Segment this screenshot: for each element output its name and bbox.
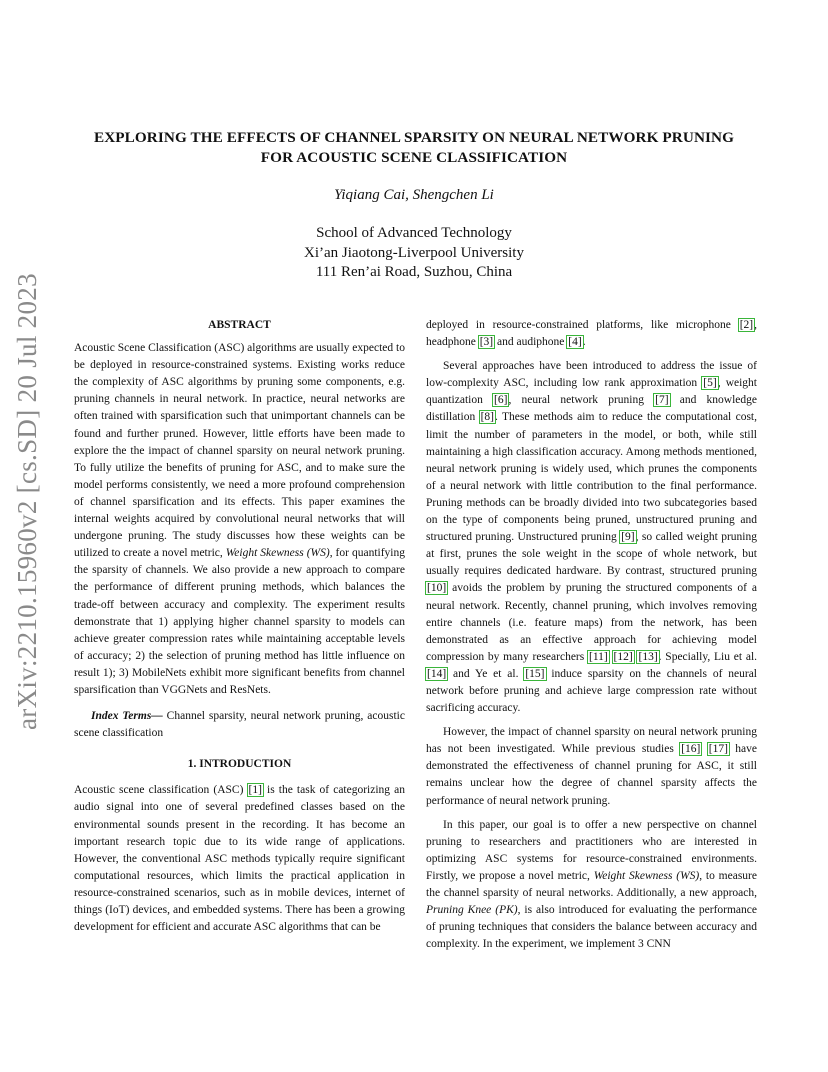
- index-terms-text: Channel sparsity, neural network pruning, acoustic scene classification: [74, 710, 405, 740]
- intro-heading: 1. INTRODUCTION: [187, 758, 292, 771]
- body-text: deployed in resource-constrained platforms, like microphone: [426, 319, 739, 331]
- citation-link[interactable]: [9]: [621, 531, 635, 544]
- citation-link[interactable]: [11]: [589, 650, 608, 663]
- citation-link[interactable]: [5]: [703, 377, 717, 390]
- intro-paragraph-3: [426, 724, 757, 809]
- citation-link[interactable]: [14]: [427, 667, 447, 680]
- intro-text: is the task of categorizing an audio signal into one of several predefined classes based on the environmental sounds present in the recording. It has become an important research topic due to its wide range of applications. However, the conventional ASC methods typically require significant computational resources, which limits the practical application in resource-constrained scenarios, such as in mobile devices, internet of things (IoT) devices, and embedded systems. There has been a growing development for efficient and accurate ASC algorithms that can be: [74, 784, 405, 934]
- intro-text: Acoustic scene classification (ASC): [74, 784, 248, 797]
- body-text: have demonstrated the effectiveness of channel pruning for ASC, it still remains unclear how the degree of channel sparsity affects the performance of neural network pruning.: [426, 743, 757, 807]
- affiliation-line-1: School of Advanced Technology: [316, 225, 512, 241]
- index-terms-label: Index Terms—: [91, 710, 163, 723]
- paper-title: [60, 128, 768, 168]
- body-text: [701, 743, 707, 755]
- approach-name-pk: Pruning Knee (PK): [426, 904, 518, 917]
- body-text: , is also introduced for evaluating the performance of pruning techniques that considers the balance between accuracy and complexity. In the experiment, we implement 3 CNN: [426, 904, 757, 951]
- body-text: and Ye et al.: [447, 667, 525, 680]
- affiliation: [60, 224, 768, 283]
- citation-link[interactable]: [7]: [655, 394, 669, 407]
- body-text: However, the impact of channel sparsity on neural network pruning has not been investigated. While previous studies: [426, 726, 757, 756]
- body-text: , so called weight pruning at first, prunes the sole weight in the scope of whole network, but usually requires dedicated hardware. By contrast, structured pruning: [426, 531, 757, 578]
- body-text: Several approaches have been introduced to address the issue of low-complexity ASC, including low rank approximation: [426, 360, 757, 390]
- body-text: , headphone: [426, 319, 757, 349]
- body-text: . Specially, Liu et al.: [658, 650, 758, 663]
- body-text: In this paper, our goal is to offer a new perspective on channel pruning to researchers and practitioners who are interested in optimizing ASC systems for resource-constrained environments. Firstly, we propose a novel metric,: [426, 818, 757, 882]
- citation-link[interactable]: [8]: [480, 411, 494, 424]
- paper-title-line-2: FOR ACOUSTIC SCENE CLASSIFICATION: [260, 149, 568, 166]
- intro-paragraph-1: [74, 782, 405, 936]
- metric-name-ws: Weight Skewness (WS): [593, 869, 700, 882]
- body-text: [609, 651, 613, 663]
- body-text: induce sparsity on the channels of neural network before pruning and achieve large compression rate without sacrificing accuracy.: [426, 667, 757, 715]
- left-column: [74, 317, 405, 936]
- paper-title-line-1: EXPLORING THE EFFECTS OF CHANNEL SPARSITY ON NEURAL NETWORK PRUNING: [93, 129, 735, 146]
- abstract-text-2: , for quantifying the sparsity of channels. We also provide a new approach to compare the performance of different pruning methods, which balances the trade-off between accuracy and complexity. The experiment results demonstrate that 1) applying higher channel sparsity to models can achieve greater compression rates while maintaining acceptable levels of accuracy; 2) the selection of pruning method has little influence on result 1); 3) MobileNets exhibit more significant benefits from channel sparsification than VGGNets and ResNets.: [74, 547, 405, 696]
- body-text: and audiphone: [494, 336, 568, 349]
- body-text: , neural network pruning: [508, 394, 655, 407]
- citation-link[interactable]: [1]: [248, 784, 262, 797]
- citation-link[interactable]: [4]: [568, 336, 582, 349]
- abstract-heading: ABSTRACT: [208, 319, 271, 331]
- intro-paragraph-1-cont: [426, 317, 757, 351]
- affiliation-line-2: Xi’an Jiaotong-Liverpool University: [304, 244, 524, 261]
- body-text: and knowledge distillation: [426, 394, 757, 424]
- citation-link[interactable]: [15]: [525, 667, 545, 680]
- body-text: . These methods aim to reduce the computational cost, limit the number of parameters in the model, or both, while still maintaining a high classification accuracy. Among methods mentioned, neural network pruning is widely used, which prunes the components of a neural network with little contribution to the final performance. Pruning methods can be broadly divided into two subcategories based on the type of components being pruned, unstructured pruning and structured pruning. Unstructured pruning: [426, 411, 757, 544]
- citation-link[interactable]: [3]: [479, 336, 494, 349]
- authors: Yiqiang Cai, Shengchen Li: [334, 187, 494, 203]
- abstract-metric-name: Weight Skewness (WS): [225, 547, 330, 560]
- right-column: [426, 317, 757, 953]
- citation-link[interactable]: [6]: [494, 394, 508, 407]
- affiliation-line-3: 111 Ren’ai Road, Suzhou, China: [315, 264, 513, 280]
- body-text: avoids the problem by pruning the structured components of a neural network. Recently, channel pruning, which involves removing entire channels (i.e. feature maps) from the network, has been demonstrated as an effective approach for achieving model compression by many researchers: [426, 582, 757, 663]
- citation-link[interactable]: [16]: [681, 743, 701, 756]
- citation-link[interactable]: [12]: [613, 650, 633, 663]
- citation-link[interactable]: [10]: [427, 582, 447, 595]
- citation-link[interactable]: [13]: [638, 650, 658, 663]
- body-text: .: [582, 336, 586, 349]
- intro-paragraph-4: [426, 817, 757, 954]
- body-text: , to measure the channel sparsity of neural networks. Additionally, a new approach,: [426, 869, 757, 899]
- intro-paragraph-2: [426, 358, 757, 717]
- citation-link[interactable]: [17]: [708, 743, 728, 756]
- abstract-text-1: Acoustic Scene Classification (ASC) algorithms are usually expected to be deployed in resource-constrained systems. Existing works reduce the complexity of ASC algorithms by pruning some components, e.g. pruning channels in neural network. In practice, neural networks are often trained with sparsification such that unimportant channels can be found and further pruned. However, little efforts have been made to explore the the impact of channel sparsity on neural network pruning. To fully utilize the benefits of pruning for ASC, and to make sure the model performs consistently, we need a more profound comprehension of channel sparsification and its effects. This paper examines the internal weights acquired by convolutional neural networks that will undergone pruning. The study discusses how these weights can be utilized to create a novel metric,: [74, 342, 405, 560]
- abstract-text: [74, 340, 405, 699]
- body-text: , weight quantization: [426, 377, 757, 407]
- arxiv-stamp-text: arXiv:2210.15960v2 [cs.SD] 20 Jul 2023: [12, 273, 42, 730]
- arxiv-stamp: [8, 273, 52, 730]
- index-terms: [74, 708, 405, 742]
- citation-link[interactable]: [2]: [739, 319, 754, 331]
